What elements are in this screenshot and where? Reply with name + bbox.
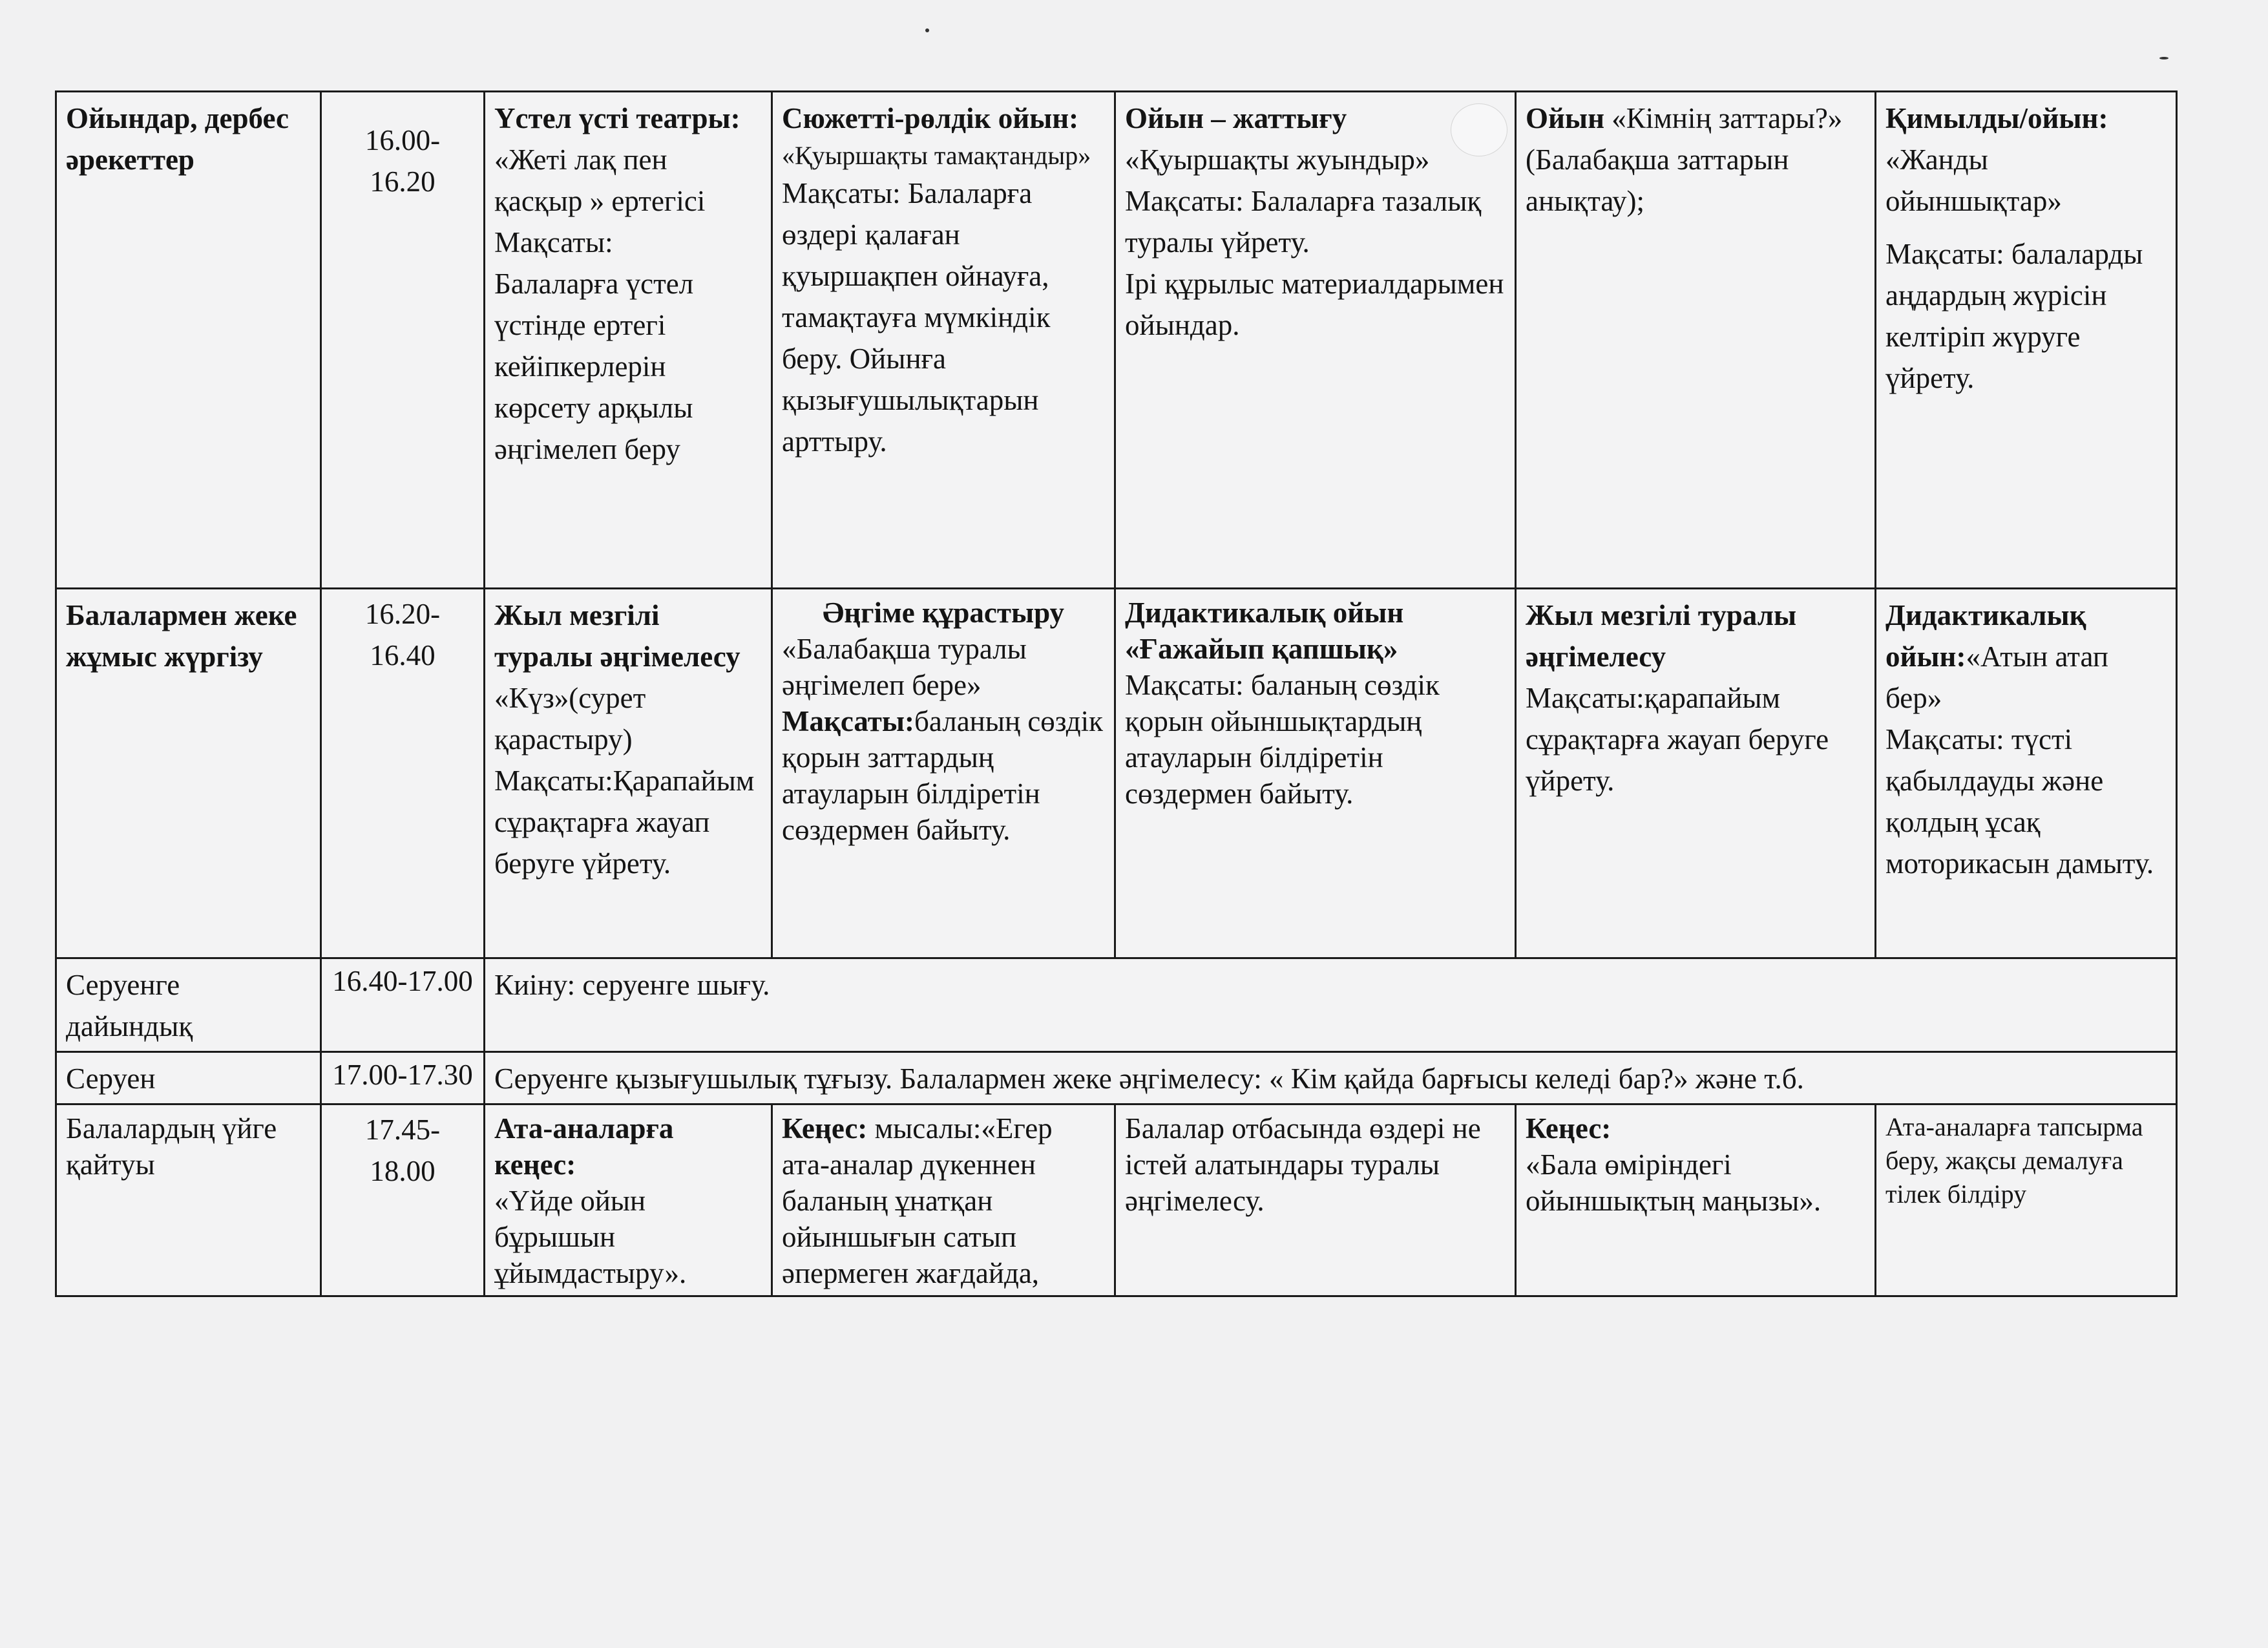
time-cell: 17.00-17.30: [321, 1052, 485, 1104]
table-row: [56, 1052, 2177, 1104]
activity-cell: Серуенге дайындық: [56, 958, 321, 1052]
cell-line: «Кімнің заттары?» (Балабақша заттарын анықтау);: [1526, 102, 1843, 217]
cell-line: баланың сөздік қорын заттардың атауларын білдіретін сөздермен байыту.: [782, 705, 1104, 846]
day-cell: [1876, 1104, 2177, 1296]
cell-heading: Үстел үсті театры:: [494, 102, 740, 134]
time-cell: 17.45- 18.00: [321, 1104, 485, 1296]
cell-line: «Қуыршақты жуындыр»: [1125, 143, 1430, 176]
cell-heading: Ойын – жаттығу: [1125, 102, 1347, 134]
day-cell: [485, 589, 772, 958]
activity-cell: Балалармен жеке жұмыс жүргізу: [56, 589, 321, 958]
cell-heading: Ойын: [1526, 102, 1604, 134]
cell-line: Мақсаты: Балаларға өздері қалаған қуыршақпен ойнауға, тамақтауға мүмкіндік беру. Ойынға қызығушылықтарын арттыру.: [782, 177, 1051, 458]
cell-line: Мақсаты:: [494, 226, 613, 259]
punch-hole: [1451, 103, 1507, 156]
day-cell: [1516, 92, 1876, 589]
cell-line: «Бала өміріндегі ойыншықтың маңызы».: [1526, 1148, 1822, 1217]
scan-speck: [925, 28, 929, 32]
cell-line: Мақсаты: баланың сөздік қорын ойыншықтардың атауларын білдіретін сөздермен байыту.: [1125, 669, 1440, 810]
activity-cell: Серуен: [56, 1052, 321, 1104]
activity-cell: Балалардың үйге қайтуы: [56, 1104, 321, 1296]
cell-line: Мақсаты:Қарапайым сұрақтарға жауап беруге үйрету.: [494, 765, 755, 880]
spacer: [1885, 222, 2167, 233]
cell-line: «Балабақша туралы әңгімелеп бере»: [782, 633, 1027, 701]
cell-heading: Қимылды/ойын:: [1885, 102, 2108, 134]
cell-line: «Жанды ойыншықтар»: [1885, 143, 2062, 217]
cell-heading: Жыл мезгілі туралы әңгімелесу: [494, 599, 740, 673]
time-cell: 16.40-17.00: [321, 958, 485, 1052]
day-cell: [485, 92, 772, 589]
merged-cell: Серуенге қызығушылық тұғызу. Балалармен жеке әңгімелесу: « Кім қайда барғысы келеді бар?» және т.б.: [485, 1052, 2177, 1104]
day-cell: [1516, 1104, 1876, 1296]
cell-heading: Сюжетті-рөлдік ойын:: [782, 102, 1079, 134]
cell-line: Мақсаты: балаларды аңдардың жүрісін келтіріп жүруге үйрету.: [1885, 238, 2143, 394]
cell-line: «Үйде ойын бұрышын ұйымдастыру».: [494, 1185, 687, 1289]
goal-label: Мақсаты:: [782, 705, 914, 737]
merged-cell: Киіну: серуенге шығу.: [485, 958, 2177, 1052]
schedule-table: [55, 90, 2178, 1297]
cell-line: Мақсаты:қарапайым сұрақтарға жауап беруге үйрету.: [1526, 682, 1829, 797]
day-cell: [1876, 92, 2177, 589]
cell-line: «Күз»(сурет қарастыру): [494, 682, 646, 755]
day-cell: [772, 1104, 1115, 1296]
day-cell: [1115, 92, 1516, 589]
cell-line: Балалар отбасында өздері не істей алатындары туралы әңгімелесу.: [1125, 1112, 1481, 1217]
cell-heading: Әңгіме құрастыру: [822, 597, 1065, 629]
cell-heading: Кеңес:: [1526, 1112, 1612, 1145]
cell-line: Ата-аналарға тапсырма беру, жақсы демалуға тілек білдіру: [1885, 1112, 2143, 1209]
day-cell: [772, 589, 1115, 958]
cell-line: «Атын атап бер»: [1885, 640, 2108, 714]
day-cell: [1115, 589, 1516, 958]
day-cell: [772, 92, 1115, 589]
scan-speck: [2159, 57, 2168, 59]
day-cell: [1115, 1104, 1516, 1296]
cell-line: «Қуыршақты тамақтандыр»: [782, 141, 1091, 170]
cell-line: Ірі құрылыс материалдарымен ойындар.: [1125, 268, 1504, 341]
day-cell: [1516, 589, 1876, 958]
cell-heading: Дидактикалық ойын:: [1885, 599, 2086, 673]
activity-cell: Ойындар, дербес әрекеттер: [56, 92, 321, 589]
cell-heading: Кеңес:: [782, 1112, 868, 1145]
cell-line: мысалы:«Егер ата-аналар дүкеннен баланың ұнатқан ойыншығын сатып әпермеген жағдайда,: [782, 1112, 1053, 1289]
time-cell: 16.00- 16.20: [321, 92, 485, 589]
cell-line: Мақсаты: түсті қабылдауды және қолдың ұсақ моторикасын дамыту.: [1885, 723, 2154, 880]
time-cell: 16.20- 16.40: [321, 589, 485, 958]
table-row: [56, 92, 2177, 589]
table-row: [56, 1104, 2177, 1296]
cell-heading: Жыл мезгілі туралы әңгімелесу: [1526, 599, 1797, 673]
day-cell: [1876, 589, 2177, 958]
cell-line: Балаларға үстел үстінде ертегі кейіпкерлерін көрсету арқылы әңгімелеп беру: [494, 268, 694, 465]
table-row: [56, 958, 2177, 1052]
table-row: [56, 589, 2177, 958]
cell-heading: Ата-аналарға кеңес:: [494, 1112, 674, 1181]
day-cell: [485, 1104, 772, 1296]
cell-heading: Дидактикалық ойын «Ғажайып қапшық»: [1125, 597, 1404, 665]
cell-line: Мақсаты: Балаларға тазалық туралы үйрету.: [1125, 185, 1482, 259]
cell-line: «Жеті лақ пен қасқыр » ертегісі: [494, 143, 706, 217]
